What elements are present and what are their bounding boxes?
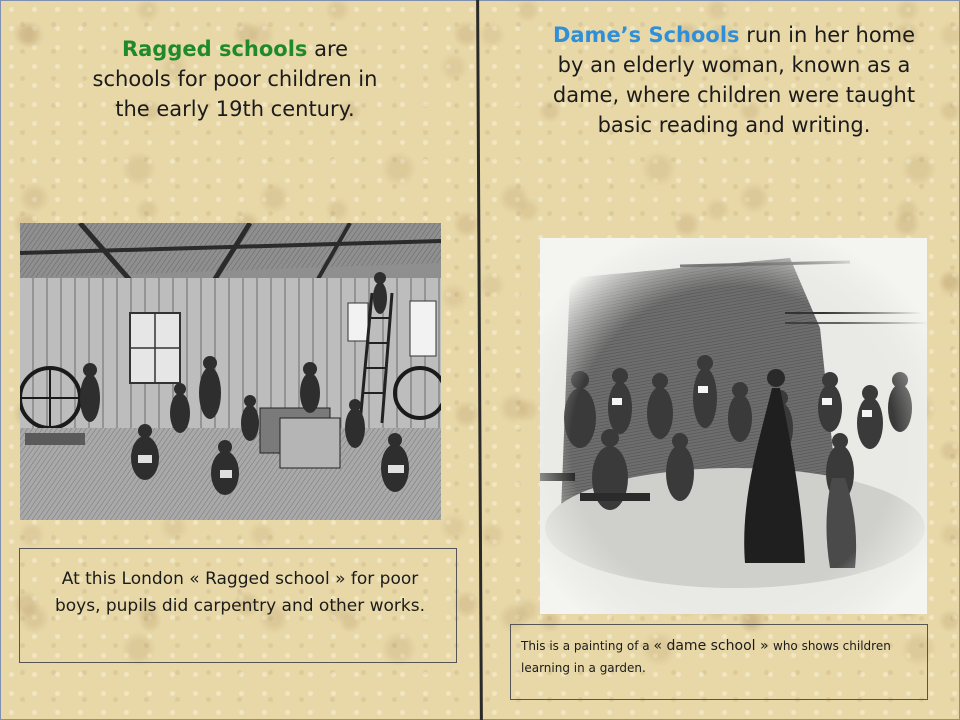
ragged-school-engraving xyxy=(20,223,441,520)
dame-school-engraving xyxy=(540,238,927,614)
dame-school-caption-box xyxy=(510,624,928,700)
dame-school-caption-end: who shows children learning in a garden. xyxy=(521,639,891,675)
dame-school-caption xyxy=(521,635,921,679)
dame-schools-keyword: Dame’s Schools xyxy=(552,23,740,47)
dame-school-caption-start: This is a painting of a xyxy=(521,639,654,653)
ragged-schools-description: are schools for poor children in the early 19th century. xyxy=(92,37,378,121)
dame-school-caption-term: « dame school » xyxy=(653,638,773,654)
ragged-schools-keyword: Ragged schools xyxy=(121,37,308,61)
ragged-school-illustration xyxy=(20,223,441,520)
ragged-school-caption-box xyxy=(19,548,457,663)
ragged-school-caption: At this London « Ragged school » for poor boys, pupils did carpentry and other works. xyxy=(54,569,426,616)
ragged-schools-heading xyxy=(92,34,378,124)
dame-schools-heading xyxy=(548,20,920,140)
dame-school-illustration xyxy=(540,238,927,614)
dame-schools-description: run in her home by an elderly woman, known as a dame, where children were taught basic reading and writing. xyxy=(552,23,916,137)
